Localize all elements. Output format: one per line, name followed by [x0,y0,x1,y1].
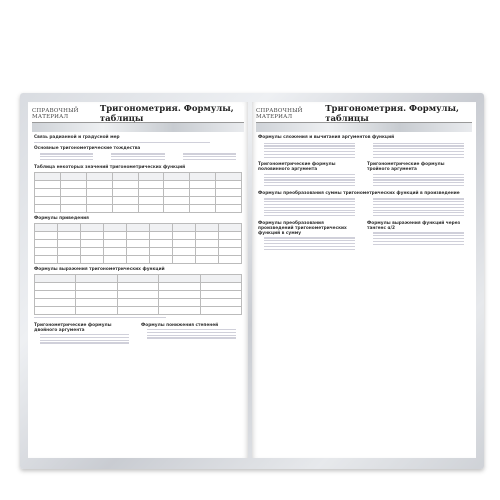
block-title: Формулы выражения тригонометрических функций [34,266,165,272]
block-title: Формулы выражения функций через тангенс α/2 [367,220,461,231]
addition-columns [258,141,470,159]
block-title: Связь радианной и градусной мер [34,135,120,140]
block-title: Формулы приведения [34,215,89,221]
left-page-title: Тригонометрия. Формулы, таблицы [99,104,234,124]
right-section-label: СПРАВОЧНЫЙ МАТЕРИАЛ [256,108,303,120]
left-section-label: СПРАВОЧНЫЙ МАТЕРИАЛ [32,108,79,120]
expression-table [34,274,242,315]
half-triple-columns [258,159,470,188]
block-title: Тригонометрические формулы двойного аргумента [34,322,112,333]
block-title: Основные тригонометрические тождества [34,145,141,151]
left-bottom-columns [34,320,242,346]
reduction-table [34,223,242,264]
right-header-band [256,123,472,132]
left-header-band [32,123,244,132]
block-title: Формулы сложения и вычитания аргументов функций [258,135,395,140]
right-page-title: Тригонометрия. Формулы, таблицы [325,104,460,124]
block-title: Тригонометрические формулы половинного аргумента [258,162,336,173]
sum-columns [258,197,470,218]
block-title: Тригонометрические формулы тройного аргумента [367,162,445,173]
block-title: Таблица некоторых значений тригонометрических функций [34,164,186,170]
block-title: Формулы понижения степеней [141,322,219,328]
block-title: Формулы преобразования суммы тригонометрических функций в произведение [258,190,460,196]
values-table [34,172,242,213]
right-page [252,102,476,458]
footnote-line [34,317,166,318]
formula-line [34,142,210,143]
right-page-header [256,106,472,123]
left-page-header [32,106,244,123]
left-page [28,102,248,458]
identities-columns [34,152,242,162]
block-title: Формулы преобразования произведений тригонометрических функций в сумму [258,220,347,236]
product-tan-columns [258,218,470,252]
